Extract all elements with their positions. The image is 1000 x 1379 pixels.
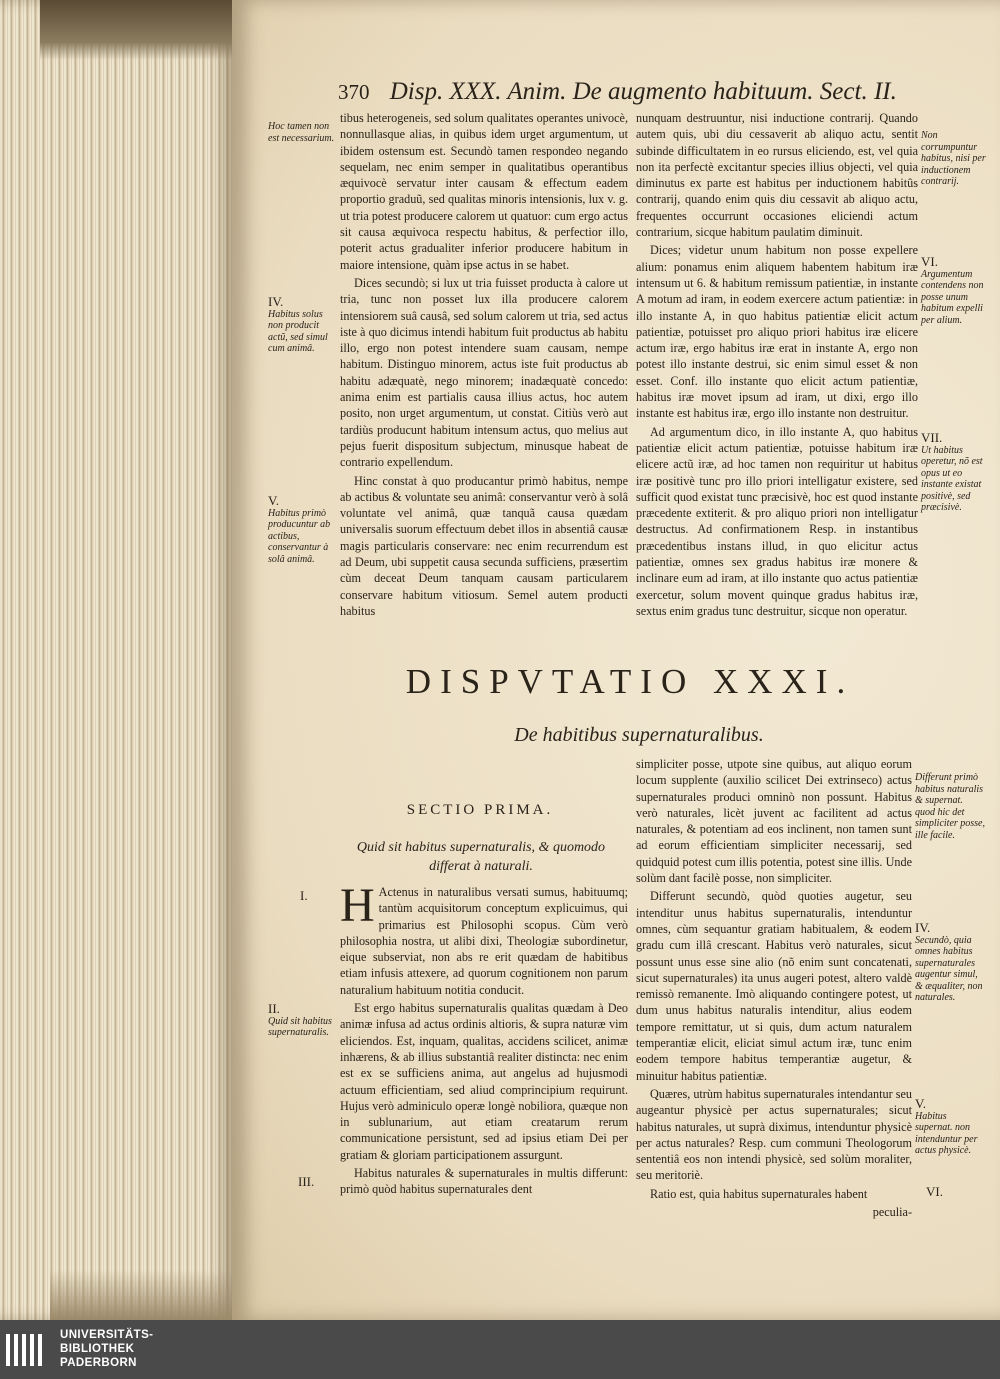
disputation-title: DISPVTATIO XXXI.: [405, 662, 855, 701]
margin-note: IV. Secundò, quia omnes habitus supernaturales augentur simul, & æqualiter, non naturales.: [915, 920, 983, 1003]
page-edges-shadow-bottom: [50, 1270, 240, 1320]
section-question: Quid sit habitus supernaturalis, & quomodo differat à naturali.: [356, 840, 606, 874]
paragraph: Hinc constat à quo producantur primò habitus, nempe ab actibus & voluntate seu animâ: conservantur verò à solâ voluntate vel animâ, quæ tanquã causa quædam universalis suorum effectuum debet illos in absentiâ causæ magis particularis conservare: nec enim recurrendum est ad Deum, ubi suppetit causa secunda sufficiens, præsertim cùm deceat Deum tanquam causam particularem conservare habitum vitiosum. Semel autem producti habitus: [340, 473, 628, 618]
library-name-line3: PADERBORN: [60, 1357, 137, 1369]
running-title: Disp. XXX. Anim. De augmento habituum. Sect. II.: [389, 78, 897, 105]
paragraph: simpliciter posse, utpote sine quibus, aut aliquo eorum locum supplente (auxilio scilicet Dei extrinseco) actus supernaturales produci omninò non possunt. Habitus verò naturales, licèt juvent ac facilitent ad actus naturales, & potentiam ad eos inclinent, non tamen sunt ad eorum efficientiam simpliciter necessarij, sed quidquid potest cum illis potentia, potest sine illis. Unde solùm dant facilè posse, non simpliciter.: [636, 757, 912, 886]
catchword: peculia-: [872, 1205, 912, 1220]
page-number: 370: [338, 80, 370, 104]
page-edges-shadow-top: [40, 0, 240, 60]
paragraph: Est ergo habitus supernaturalis qualitas quædam à Deo animæ infusa ad actus ordinis altioris, & supra naturæ vim eliciendos. Est, inquam, qualitas, accidens scilicet, animæ inhærens, & ab illius substantiâ realiter distincta: nec enim est ex se sufficiens anima, aut angelus ad hujusmodi actuum efficientiam, sed aliud comprincipium requirunt. Hujus verò adminiculo operæ longè nobiliora, quæque non in sublunarium, aut etiam creatarum rerum communicatione persistunt, sed ad ipsius etiam Dei per gratiam & gloriam participationem assurgunt.: [340, 1001, 628, 1162]
paragraph: H Actenus in naturalibus versati sumus, habituumq; tantùm acquisitorum conceptum explicuimus, qui primarius est Philosophi scopus. Cùm verò philosophia nostra, ut alibi dixi, Theologiæ subordinetur, eique subserviat, non abs re erit quædam de habitibus etiam infusis attexere, ad quorum cognitionem non parum naturalium habituum notitia conducit.: [340, 879, 628, 997]
paragraph: Dices; videtur unum habitum non posse expellere alium: ponamus enim aliquem habentem habitum iræ intensum ut 6. & habitum remissum patientiæ, in instante A motum ad iram, in eodem exercere actum patientiæ: in illo instante A, in quo habitus patientiæ elicit actum patientiæ, potuisset pro aliquo priori habitus iræ elicere actum iræ, ergo habitus iræ erat in instante A, ergo non potest illo instante destrui, sic enim simul esset & non esset. Conf. illo instante quo elicit actum patientiæ, habitus iræ movet ipsum ad iram, ut dixi, ergo illo instante est habitus iræ, ergo illo instante non destruitur.: [636, 243, 918, 421]
margin-note: III.: [298, 1174, 315, 1189]
margin-note: VI. Argumentum contendens non posse unum habitum expelli per alium.: [921, 254, 984, 326]
margin-note: VI.: [926, 1184, 943, 1199]
margin-note: V. Habitus primò producuntur ab actibus, conservantur à solâ animâ.: [268, 493, 331, 565]
library-name-line2: BIBLIOTHEK: [60, 1343, 135, 1355]
margin-note: VII. Ut habitus operetur, nõ est opus ut eo instante existat positivè, sed præcisivè.: [921, 430, 983, 513]
margin-note: IV. Habitus solus non producit actũ, sed simul cum animâ.: [268, 294, 328, 354]
paragraph: Ratio est, quia habitus supernaturales habent: [650, 1186, 868, 1201]
margin-note: Hoc tamen non est necessarium.: [268, 121, 335, 144]
margin-note: Differunt primò habitus naturalis & supernat. quod hic det simpliciter posse, ille facile.: [915, 772, 985, 841]
margin-note: II. Quid sit habitus supernaturalis.: [268, 1001, 332, 1038]
paragraph: Habitus naturales & supernaturales in multis differunt: primò quòd habitus supernaturales dent: [340, 1166, 628, 1197]
section-heading: SECTIO PRIMA.: [406, 802, 554, 818]
text-column-upper-left: [340, 110, 628, 621]
disputation-subtitle: De habitibus supernaturalibus.: [514, 724, 764, 746]
paragraph: Differunt secundò, quòd quoties augetur, seu intenditur unus habitus supernaturalis, intenduntur omnes, cùm sequantur gratiam habitualem, & eodem gradu cum illâ crescant. Habitus verò naturales, sicut possunt unus esse sine alio (nõ enim sunt concatenati, sicut supernaturales) ita unus augeri potest, altero valdè remissò remanente. Imò aliquando contingere potest, ut dum unus habitus naturalis intenditur, alius eodem tempore remittatur, ut si quis, dum actum naturalem temperantiæ elicit, eliciat simul actum iræ, tunc enim eodem tempore habitus temperantiæ augetur, & minuitur habitus patientiæ.: [636, 889, 912, 1083]
running-header: [338, 78, 897, 114]
margin-note: I.: [300, 888, 308, 903]
text-column-lower-right: [636, 756, 912, 1222]
margin-note: V. Habitus supernat. non intenduntur per actus physicè.: [915, 1096, 978, 1156]
text-column-upper-right: [636, 110, 918, 621]
paragraph: Quæres, utrùm habitus supernaturales intendantur seu augeantur physicè per actus supernaturales; sicut habitus naturales, ut suprà diximus, intenduntur physicè per actus naturales? Resp. cum communi Theologorum sententiâ eos non intendi physicè, sed solùm moraliter, seu meritoriè.: [636, 1086, 912, 1183]
paragraph: Ad argumentum dico, in illo instante A, quo habitus patientiæ elicit actum patientiæ, potuisse habitum iræ elicere actũ iræ, ad hoc tamen non requiritur ut habitus iræ positivè tunc pro illo priori intelligatur existere, sed sufficit quod existat tunc præcisivè, hoc est quod instante præcedente extiterit. & pro aliquo priori non intelligatur destructus. Ad confirmationem Resp. in instantibus præcedentibus instans illud, in quo elicitur actus patientiæ, omnes sex gradus habitus iræ monere & inclinare eum ad iram, at illo instante quo actus patientiæ exercetur, solum movent quinque gradus habitus iræ, sextus enim gradus tunc destruitur, sicque non operatur.: [636, 424, 918, 618]
drop-cap: H: [340, 879, 375, 932]
paragraph: Dices secundò; si lux ut tria fuisset producta à calore ut tria, tunc non posset lux illa producere calorem intensiorem suâ causâ, sed solum calorem ut tria, sed actus iste à quo dicimus intendi habitum fuit productus ab habitu illo, ergo non potest intendere suam causam, nempe habitum. Distinguo minorem, actus iste fuit productus ab habitu adæquatè, nego minorem; inadæquatè concedo: anima enim est partialis causa illius actus, hoc autem posito, non urget argumentum, ut constat. Citiùs verò aut tardiùs producunt habitum intensum actus, quo melius aut pejus fuerit dispositum subjectum, minusque habeat de contrario expellendum.: [340, 275, 628, 470]
margin-note: Non corrumpuntur habitus, nisi per inductionem contrarij.: [921, 130, 986, 187]
text-column-lower-left: [340, 879, 628, 1200]
library-logo-icon: [0, 1330, 52, 1370]
library-name-line1: UNIVERSITÄTS-: [60, 1329, 154, 1341]
page-edges: [0, 0, 232, 1320]
paragraph: tibus heterogeneis, sed solum qualitates operantes univocè, nonnullasque alias, in quibus idem urget argumentum, ut ibidem ostensum est. Secundò tamen respondeo negando sequelam, nec enim semper in qualitatibus operantibus æquivocè servatur inter causam & effectum eadem proportio graduũ, sed qualitas minoris intensionis, lux v. g. ut tria potest producere calorem ut quatuor: cum ergo actus sit causa æquivoca respectu habitus, & perfectior illo, poterit actus gradualiter inferior producere habitum in maiore intensione, quàm ipse actus in se habet.: [340, 111, 628, 272]
paragraph: nunquam destruuntur, nisi inductione contrarij. Quando autem quis, ubi diu cessaverit ab aliquo actu, sentit subinde difficultatem in eo rursus eliciendo, est, vel quia non ita perfectè excitantur species illius objecti, vel quia diminutus ex parte est habitus per inductionem habitûs contrarij, quando enim quis diu cessavit ab aliquo actu, frequentes occurrunt occasiones eliciendi actum contrarium, sicque habitum paulatim diminuit.: [636, 111, 918, 240]
